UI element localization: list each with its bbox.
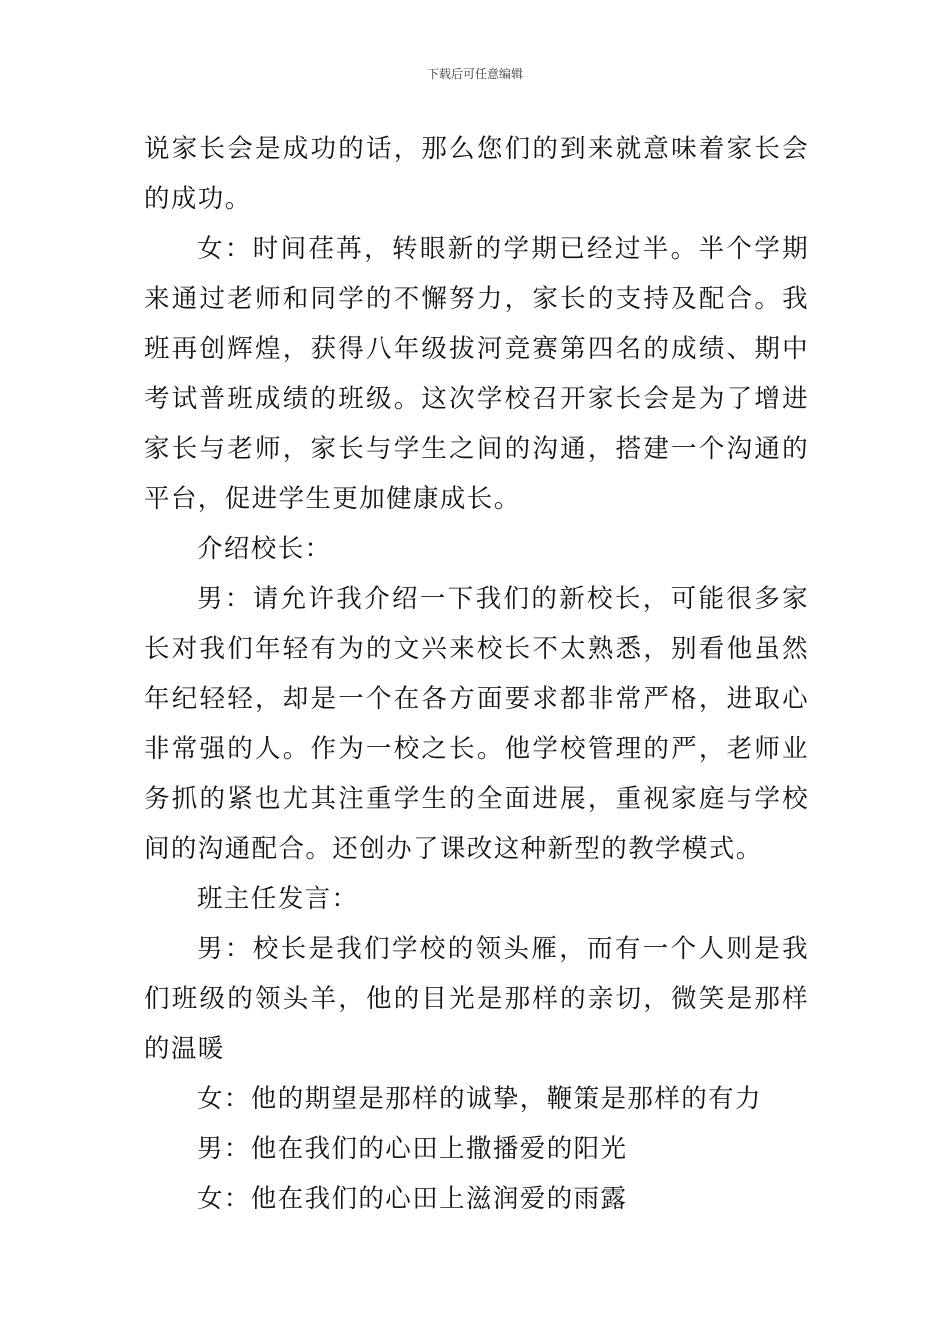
paragraph: 女：他的期望是那样的诚挚，鞭策是那样的有力 — [197, 1084, 762, 1114]
page-header-note: 下载后可任意编辑 — [426, 67, 523, 81]
paragraph: 女：他在我们的心田上滋润爱的雨露 — [197, 1184, 628, 1214]
paragraph: 男：他在我们的心田上撒播爱的阳光 — [197, 1134, 628, 1164]
section-heading: 班主任发言： — [197, 884, 359, 914]
paragraph: 女：时间荏苒，转眼新的学期已经过半。半个学期来通过老师和同学的不懈努力，家长的支持及配合。我班再创辉煌，获得八年级拔河竞赛第四名的成绩、期中考试普班成绩的班级。这次学校召开家长会是为了增进家长与老师，家长与学生之间的沟通，搭建一个沟通的平台，促进学生更加健康成长。 — [144, 234, 809, 514]
paragraph: 男：校长是我们学校的领头雁，而有一个人则是我们班级的领头羊，他的目光是那样的亲切，微笑是那样的温暖 — [144, 934, 809, 1064]
section-heading: 介绍校长： — [197, 534, 332, 564]
paragraph: 男：请允许我介绍一下我们的新校长，可能很多家长对我们年轻有为的文兴来校长不太熟悉，别看他虽然年纪轻轻，却是一个在各方面要求都非常严格，进取心非常强的人。作为一校之长。他学校管理的严，老师业务抓的紧也尤其注重学生的全面进展，重视家庭与学校间的沟通配合。还创办了课改这种新型的教学模式。 — [144, 584, 809, 864]
paragraph: 说家长会是成功的话，那么您们的到来就意味着家长会的成功。 — [144, 134, 809, 214]
document-body — [144, 124, 809, 1224]
